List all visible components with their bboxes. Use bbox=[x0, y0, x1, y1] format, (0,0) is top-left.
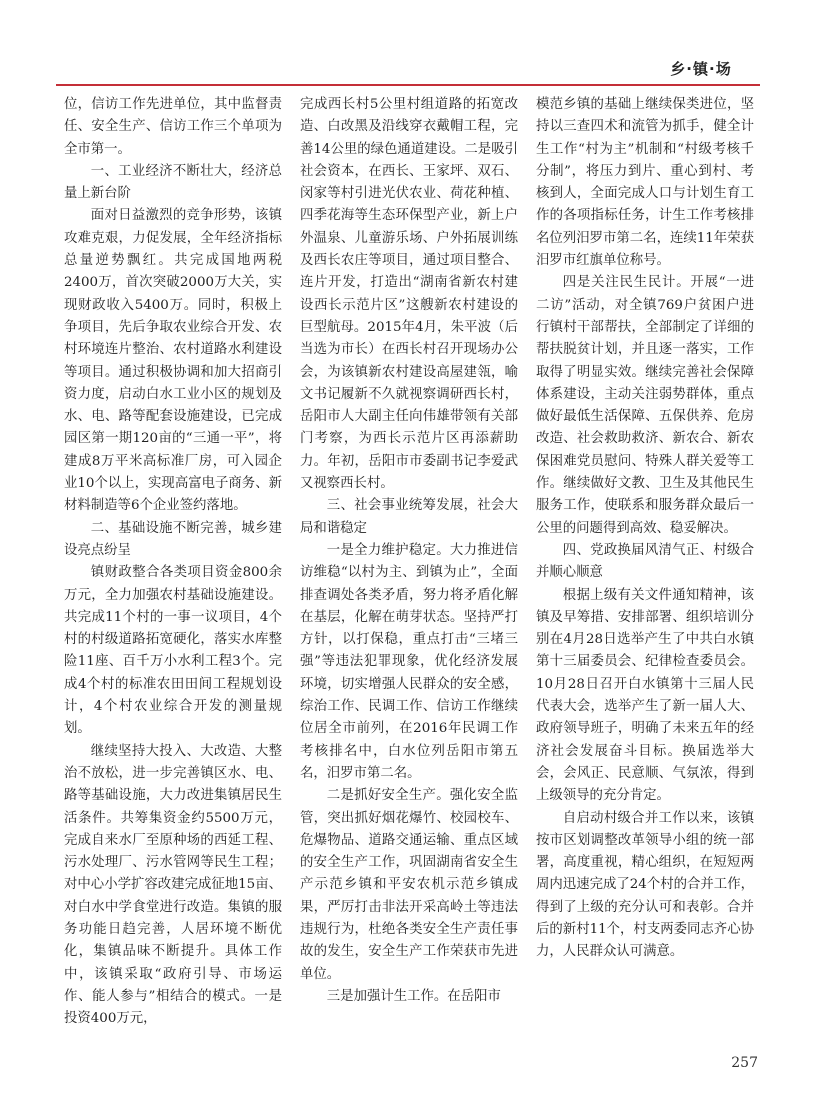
text-column-3 bbox=[536, 94, 754, 1054]
section-heading: 四、党政换届风清气正、村级合并顺心顺意 bbox=[536, 542, 754, 581]
paragraph: 根据上级有关文件通知精神，该镇及早筹措、安排部署、组织培训分别在4月28日选举产生了中共白水镇第十三届委员会、纪律检查委员会。10月28日召开白水镇第十三届人民代表大会，选举产生了新一届人大、政府领导班子，明确了未来五年的经济社会发展奋斗目标。换届选举大会，会风正、民意顺、气氛浓，得到上级领导的充分肯定。 bbox=[536, 587, 754, 804]
paragraph: 四是关注民生民计。开展“一进二访”活动，对全镇769户贫困户进行镇村干部帮扶，全部制定了详细的帮扶脱贫计划，并且逐一落实，工作取得了明显实效。继续完善社会保障体系建设，主动关注弱势群体，重点做好最低生活保障、五保供养、危房改造、社会救助救济、新农合、新农保困难党员慰问、特殊人群关爱等工作。继续做好文教、卫生及其他民生服务工作，使联系和服务群众最后一公里的问题得到高效、稳妥解决。 bbox=[536, 275, 754, 536]
paragraph: 模范乡镇的基础上继续保类进位，坚持以三查四术和流管为抓手，健全计生工作“村为主”机制和“村级考核千分制”，将压力到片、重心到村、考核到人，全面完成人口与计划生育工作的各项指标任务，计生工作考核排名位列汨罗市第二名，连续11年荣获汨罗市红旗单位称号。 bbox=[536, 97, 754, 269]
paragraph: 一是全力维护稳定。大力推进信访维稳“以村为主、到镇为止”，全面排查调处各类矛盾，努力将矛盾化解在基层，化解在萌芽状态。坚持严打方针，以打保稳，重点打击“三堵三强”等违法犯罪现象，优化经济发展环境，切实增强人民群众的安全感，综治工作、民调工作、信访工作继续位居全市前列，在2016年民调工作考核排名中，白水位列岳阳市第五名，汨罗市第二名。 bbox=[300, 542, 518, 781]
section-heading: 三、社会事业统筹发展，社会大局和谐稳定 bbox=[300, 498, 518, 536]
paragraph: 二是抓好安全生产。强化安全监管，突出抓好烟花爆竹、校园校车、危爆物品、道路交通运输、重点区域的安全生产工作，巩固湖南省安全生产示范乡镇和平安农机示范乡镇成果，严厉打击非法开采高岭土等违法违规行为，杜绝各类安全生产责任事故的发生，安全生产工作荣获市先进单位。 bbox=[300, 788, 518, 982]
section-heading: 一、工业经济不断壮大，经济总量上新台阶 bbox=[64, 163, 282, 202]
text-column-2 bbox=[300, 94, 518, 1054]
paragraph: 继续坚持大投入、大改造、大整治不放松，进一步完善镇区水、电、路等基础设施，大力改进集镇居民生活条件。共筹集资金约5500万元，完成自来水厂至原种场的西延工程、污水处理厂、污水管网等民生工程；对中心小学扩容改建完成征地15亩、对白水中学食堂进行改造。集镇的服务功能日趋完善，人居环境不断优化，集镇品味不断提升。具体工作中，该镇采取“政府引导、市场运作、能人参与”相结合的模式。一是投资400万元， bbox=[64, 743, 282, 1027]
section-tag: 乡·镇·场 bbox=[670, 59, 732, 78]
paragraph: 自启动村级合并工作以来，该镇按市区划调整改革领导小组的统一部署，高度重视，精心组织，在短短两周内迅速完成了24个村的合并工作，得到了上级的充分认可和表彰。合并后的新村11个，村支两委同志齐心协力，人民群众认可满意。 bbox=[536, 810, 754, 960]
paragraph: 镇财政整合各类项目资金800余万元，全力加强农村基础设施建设。共完成11个村的一事一议项目，4个村的村级道路拓宽硬化，落实水库整险11座、百千万小水利工程3个。完成4个村的标准农田田间工程规划设计，4个村农业综合开发的测量规划。 bbox=[64, 565, 282, 737]
section-heading: 二、基础设施不断完善，城乡建设亮点纷呈 bbox=[64, 520, 282, 558]
running-header bbox=[56, 57, 760, 79]
text-column-1 bbox=[64, 94, 282, 1054]
paragraph: 面对日益激烈的竞争形势，该镇攻难克艰，力促发展，全年经济指标总量逆势飘红。共完成国地两税2400万，首次突破2000万大关，实现财政收入5400万。同时，积极上争项目，先后争取农业综合开发、农村环境连片整治、农村道路水利建设等项目。通过积极协调和加大招商引资力度，启动白水工业小区的规划及水、电、路等配套设施建设，已完成园区第一期120亩的“三通一平”，将建成8万平米高标准厂房，可入园企业10个以上，实现高富电子商务、新材料制造等6个企业签约落地。 bbox=[64, 208, 282, 514]
page-number: 257 bbox=[731, 1055, 758, 1071]
header-rule bbox=[56, 84, 760, 86]
paragraph: 位，信访工作先进单位，其中监督责任、安全生产、信访工作三个单项为全市第一。 bbox=[64, 97, 282, 157]
paragraph: 三是加强计生工作。在岳阳市 bbox=[326, 988, 501, 1004]
paragraph: 完成西长村5公里村组道路的拓宽改造、白改黑及沿线穿衣戴帽工程，完善14公里的绿色通道建设。二是吸引社会资本，在西长、王家坪、双石、闵家等村引进光伏农业、荷花种植、四季花海等生态环保型产业，新上户外温泉、儿童游乐场、户外拓展训练及西长农庄等项目，通过项目整合、连片开发，打造出“湖南省新农村建设西长示范片区”这艘新农村建设的巨型航母。2015年4月，朱平波（后当选为市长）在西长村召开现场办公会，为该镇新农村建设高屋建瓴，喻文书记履新不久就视察调研西长村，岳阳市人大副主任向伟雄带领有关部门考察，为西长示范片区再添薪助力。年初，岳阳市市委副书记李爱武又视察西长村。 bbox=[300, 97, 518, 492]
